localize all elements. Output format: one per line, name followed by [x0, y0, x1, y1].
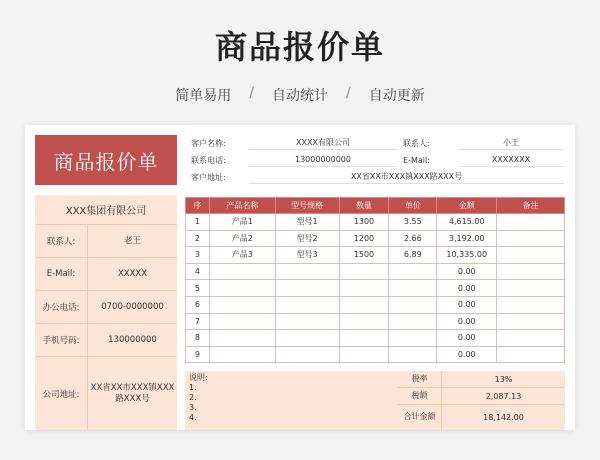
- table-cell[interactable]: [275, 296, 339, 313]
- vendor-company[interactable]: XXX集团有限公司: [35, 195, 177, 225]
- vendor-mobile-row: [35, 324, 177, 357]
- field-label: 办公电话:: [42, 303, 80, 313]
- vendor-office-phone-row: [35, 291, 177, 324]
- tax-rate-value[interactable]: 13%: [441, 371, 565, 387]
- table-cell[interactable]: [209, 346, 275, 363]
- customer-address-value[interactable]: XX省XX市XXX镇XXX路XXX号: [249, 170, 564, 184]
- table-cell[interactable]: [339, 330, 389, 347]
- tax-rate-row: [398, 371, 565, 388]
- table-row: [186, 214, 565, 231]
- vendor-email-row: [35, 258, 177, 291]
- table-cell[interactable]: [497, 263, 565, 280]
- field-label: 联系电话:: [191, 155, 226, 165]
- summary-panel: [185, 371, 565, 430]
- column-header: 备注: [497, 198, 565, 214]
- table-cell[interactable]: [275, 313, 339, 330]
- table-cell[interactable]: 2: [186, 230, 210, 247]
- table-row: [186, 313, 565, 330]
- customer-name-value[interactable]: XXXX有限公司: [249, 136, 397, 150]
- table-row: [186, 280, 565, 297]
- field-label: 联系人:: [46, 237, 76, 247]
- table-cell[interactable]: 1300: [339, 214, 389, 231]
- total-row: [398, 405, 565, 430]
- field-label: 客户地址:: [191, 172, 226, 182]
- feature-list: [0, 85, 600, 105]
- table-cell[interactable]: 产品1: [209, 214, 275, 231]
- table-cell[interactable]: 6: [186, 296, 210, 313]
- notes-line: 2.: [189, 393, 197, 402]
- table-cell[interactable]: 0.00: [437, 280, 497, 297]
- table-cell[interactable]: [389, 280, 437, 297]
- column-header: 产品名称: [209, 198, 275, 214]
- customer-contact-row: [403, 135, 563, 151]
- customer-name-row: [191, 135, 397, 151]
- customer-contact-value[interactable]: 小王: [459, 136, 563, 150]
- table-cell[interactable]: [497, 247, 565, 264]
- field-label: E-Mail:: [403, 155, 430, 165]
- table-cell[interactable]: 0.00: [437, 313, 497, 330]
- table-cell[interactable]: [389, 330, 437, 347]
- table-cell[interactable]: [339, 296, 389, 313]
- table-cell[interactable]: 0.00: [437, 346, 497, 363]
- feature-auto-update: 自动更新: [368, 88, 425, 104]
- table-cell[interactable]: 4,615.00: [437, 214, 497, 231]
- table-cell[interactable]: 3,192.00: [437, 230, 497, 247]
- table-cell[interactable]: [497, 230, 565, 247]
- table-cell[interactable]: [389, 296, 437, 313]
- notes-line: 3.: [189, 403, 197, 412]
- table-cell[interactable]: [389, 313, 437, 330]
- table-cell[interactable]: 型号2: [275, 230, 339, 247]
- table-cell[interactable]: 0.00: [437, 296, 497, 313]
- customer-email-value[interactable]: XXXXXXX: [459, 153, 563, 167]
- table-cell[interactable]: 2.66: [389, 230, 437, 247]
- table-cell[interactable]: [209, 280, 275, 297]
- customer-phone-value[interactable]: 13000000000: [249, 153, 397, 167]
- table-cell[interactable]: 型号1: [275, 214, 339, 231]
- table-cell[interactable]: 3: [186, 247, 210, 264]
- field-label: 联系人:: [403, 138, 430, 148]
- column-header: 单价: [389, 198, 437, 214]
- customer-phone-row: [191, 152, 397, 168]
- table-cell[interactable]: 7: [186, 313, 210, 330]
- table-cell[interactable]: [497, 296, 565, 313]
- tax-amount-row: [398, 388, 565, 405]
- vendor-mobile-value[interactable]: 130000000: [87, 324, 177, 356]
- table-row: [186, 346, 565, 363]
- table-cell[interactable]: [389, 263, 437, 280]
- table-cell[interactable]: [275, 330, 339, 347]
- table-cell[interactable]: [339, 263, 389, 280]
- vendor-panel: [35, 195, 177, 430]
- table-cell[interactable]: 型号3: [275, 247, 339, 264]
- vendor-address-value[interactable]: XX省XX市XXX镇XXX路XXX号: [87, 357, 177, 430]
- table-cell[interactable]: [497, 330, 565, 347]
- table-cell[interactable]: [497, 214, 565, 231]
- table-cell[interactable]: 1200: [339, 230, 389, 247]
- page-title: 商品报价单: [214, 28, 385, 66]
- field-label: 税率: [411, 373, 428, 383]
- table-cell[interactable]: 产品2: [209, 230, 275, 247]
- table-cell[interactable]: 3.55: [389, 214, 437, 231]
- vendor-office-phone-value[interactable]: 0700-0000000: [87, 291, 177, 323]
- feature-easy: 简单易用: [175, 88, 232, 104]
- quotation-sheet: [25, 125, 575, 430]
- column-header: 金额: [437, 198, 497, 214]
- table-cell[interactable]: [275, 280, 339, 297]
- table-cell[interactable]: [209, 263, 275, 280]
- table-cell[interactable]: [339, 280, 389, 297]
- feature-separator: /: [249, 85, 254, 101]
- notes-block[interactable]: [189, 373, 208, 423]
- product-table: [185, 197, 565, 363]
- notes-line: 4.: [189, 413, 197, 422]
- table-row: [186, 230, 565, 247]
- table-cell[interactable]: [497, 280, 565, 297]
- notes-title: 说明:: [189, 373, 208, 382]
- sheet-title: 商品报价单: [35, 135, 177, 185]
- field-label: 手机号码:: [42, 336, 80, 346]
- table-row: [186, 247, 565, 264]
- table-row: [186, 330, 565, 347]
- table-cell[interactable]: 4: [186, 263, 210, 280]
- table-cell[interactable]: [497, 346, 565, 363]
- table-cell[interactable]: 1500: [339, 247, 389, 264]
- table-cell[interactable]: [497, 313, 565, 330]
- customer-address-row: [191, 169, 564, 185]
- notes-line: 1.: [189, 383, 197, 392]
- table-cell[interactable]: [275, 263, 339, 280]
- feature-separator: /: [346, 85, 351, 101]
- vendor-contact-value[interactable]: 老王: [87, 225, 177, 257]
- table-cell[interactable]: 1: [186, 214, 210, 231]
- table-cell[interactable]: 5: [186, 280, 210, 297]
- tax-amount-value: 2,087.13: [441, 388, 565, 404]
- table-cell[interactable]: [339, 313, 389, 330]
- field-label: 公司地址:: [42, 389, 80, 400]
- total-value: 18,142.00: [441, 405, 565, 430]
- vendor-contact-row: [35, 225, 177, 258]
- table-header-row: [186, 198, 565, 214]
- table-cell[interactable]: [389, 346, 437, 363]
- field-label: 税额: [411, 390, 428, 400]
- customer-email-row: [403, 152, 563, 168]
- column-header: 数量: [339, 198, 389, 214]
- vendor-address-row: [35, 357, 177, 430]
- table-cell[interactable]: 10,335.00: [437, 247, 497, 264]
- table-cell[interactable]: 8: [186, 330, 210, 347]
- column-header: 型号规格: [275, 198, 339, 214]
- table-cell[interactable]: 9: [186, 346, 210, 363]
- column-header: 序: [186, 198, 210, 214]
- table-cell[interactable]: 产品3: [209, 247, 275, 264]
- table-cell[interactable]: 6.89: [389, 247, 437, 264]
- vendor-email-value[interactable]: XXXXX: [87, 258, 177, 290]
- table-cell[interactable]: 0.00: [437, 263, 497, 280]
- field-label: 客户名称:: [191, 138, 226, 148]
- feature-auto-stats: 自动统计: [272, 88, 328, 104]
- table-cell[interactable]: [209, 313, 275, 330]
- table-cell[interactable]: [339, 346, 389, 363]
- table-cell[interactable]: [209, 296, 275, 313]
- field-label: 合计金额: [403, 412, 436, 422]
- field-label: E-Mail:: [46, 269, 76, 279]
- table-cell[interactable]: 0.00: [437, 330, 497, 347]
- table-row: [186, 296, 565, 313]
- table-cell[interactable]: [275, 346, 339, 363]
- table-row: [186, 263, 565, 280]
- table-cell[interactable]: [209, 330, 275, 347]
